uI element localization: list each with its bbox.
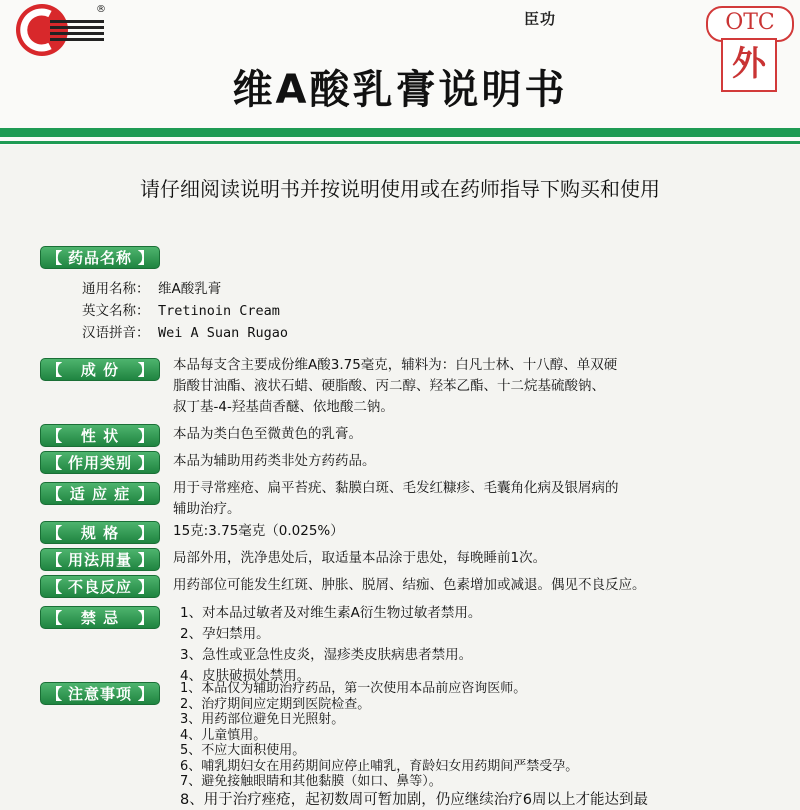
- usage-text: 局部外用，洗净患处后，取适量本品涂于患处，每晚睡前1次。: [173, 550, 547, 566]
- ingredients-text: 本品每支含主要成份维A酸3.75毫克，辅料为：白凡士林、十八醇、单双硬 脂酸甘油酯、液状石蜡、硬脂酸、丙二醇、羟苯乙酯、十二烷基硫酸钠、 叔丁基-4-羟基茴香醚、依地酸二钠。: [173, 357, 618, 415]
- label-ingredients: 【 成 份 】: [40, 358, 160, 381]
- reading-instruction: 请仔细阅读说明书并按说明使用或在药师指导下购买和使用: [140, 177, 660, 201]
- list-item: 2、治疗期间应定期到医院检查。: [180, 696, 371, 712]
- list-item: 4、皮肤破损处禁用。: [180, 668, 311, 684]
- label-usage: 【 用法用量 】: [40, 548, 160, 571]
- drug-name-block: [82, 278, 288, 344]
- indications-text: 用于寻常痤疮、扁平苔疣、黏膜白斑、毛发红糠疹、毛囊角化病及银屑病的 辅助治疗。: [173, 480, 619, 517]
- list-item: 3、急性或亚急性皮炎，湿疹类皮肤病患者禁用。: [180, 647, 473, 663]
- label-indications: 【 适 应 症 】: [40, 482, 160, 505]
- otc-badge: [706, 6, 794, 42]
- list-item: 4、儿童慎用。: [180, 727, 267, 743]
- list-item: 3、用药部位避免日光照射。: [180, 712, 345, 727]
- generic-name-row: 通用名称： 维A酸乳膏: [82, 281, 222, 297]
- header: [0, 0, 800, 145]
- list-item: 6、哺乳期妇女在用药期间应停止哺乳，育龄妇女用药期间严禁受孕。: [180, 758, 579, 774]
- list-item: 5、不应大面积使用。: [180, 743, 306, 758]
- divider-green-thin: [0, 141, 800, 144]
- label-drug-name: 【 药品名称 】: [40, 246, 160, 269]
- label-specification: 【 规 格 】: [40, 521, 160, 544]
- contraindications-list: [180, 603, 481, 687]
- list-item: 1、本品仅为辅助治疗药品，第一次使用本品前应咨询医师。: [180, 681, 527, 696]
- pinyin-row: 汉语拼音： Wei A Suan Rugao: [82, 325, 289, 341]
- brand-name: 臣功: [524, 10, 557, 28]
- page-title: 维A酸乳膏说明书: [232, 67, 568, 113]
- registered-mark: ®: [96, 4, 106, 15]
- otc-text: OTC: [725, 10, 775, 35]
- adverse-reactions-text: 用药部位可能发生红斑、肿胀、脱屑、结痂、色素增加或减退。偶见不良反应。: [173, 577, 646, 593]
- divider-green-thick: [0, 128, 800, 137]
- list-item: 2、孕妇禁用。: [180, 626, 270, 642]
- precautions-list: [180, 681, 648, 810]
- label-properties: 【 性 状 】: [40, 424, 160, 447]
- label-precautions: 【 注意事项 】: [40, 682, 160, 705]
- specification-text: 15克:3.75毫克（0.025%）: [173, 523, 344, 539]
- list-item: 8、用于治疗痤疮，起初数周可暂加剧，仍应继续治疗6周以上才能达到最: [180, 791, 648, 808]
- label-adverse-reactions: 【 不良反应 】: [40, 575, 160, 598]
- label-contraindications: 【 禁 忌 】: [40, 606, 160, 629]
- external-use-text: 外: [732, 44, 766, 84]
- label-category: 【 作用类别 】: [40, 451, 160, 474]
- brand-logo-c-icon: [10, 0, 110, 62]
- english-name-row: 英文名称： Tretinoin Cream: [82, 303, 280, 319]
- properties-text: 本品为类白色至微黄色的乳膏。: [173, 426, 362, 442]
- category-text: 本品为辅助用药类非处方药药品。: [173, 453, 376, 469]
- list-item: 1、对本品过敏者及对维生素A衍生物过敏者禁用。: [180, 605, 482, 621]
- list-item: 7、避免接触眼睛和其他黏膜（如口、鼻等）。: [180, 774, 442, 789]
